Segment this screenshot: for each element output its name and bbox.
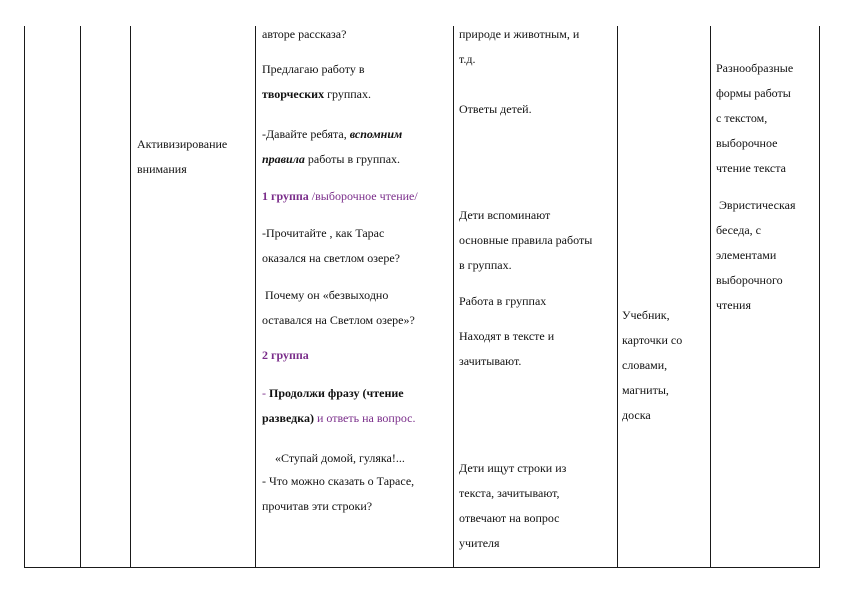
text-line: выборочное — [716, 136, 778, 150]
text-line: Эвристическая — [716, 198, 796, 212]
text-line: зачитывают. — [459, 354, 522, 368]
text-line: с текстом, — [716, 111, 768, 125]
text-line: творческих группах. — [262, 87, 371, 101]
table-border — [130, 26, 131, 568]
group-2-heading: 2 группа — [262, 348, 309, 362]
text-line: беседа, с — [716, 223, 761, 237]
table-border — [24, 26, 25, 568]
text-line: Ответы детей. — [459, 102, 532, 116]
table-border — [80, 26, 81, 568]
text-line: доска — [622, 408, 651, 422]
text-line: основные правила работы — [459, 233, 593, 247]
text-line: словами, — [622, 358, 668, 372]
text-line: выборочного — [716, 273, 783, 287]
text-line: - Продолжи фразу (чтение — [262, 386, 404, 400]
table-border — [453, 26, 454, 568]
text-line: отвечают на вопрос — [459, 511, 560, 525]
text-line: Дети вспоминают — [459, 208, 551, 222]
text-line: правила работы в группах. — [262, 152, 401, 166]
stage-cell: Активизирование внимания — [137, 137, 228, 176]
text-line: Почему он «безвыходно — [262, 288, 389, 302]
text-line: авторе рассказа? — [262, 27, 347, 41]
text-line: прочитав эти строки? — [262, 499, 373, 513]
text-line: Находят в тексте и — [459, 329, 555, 343]
text-line: учителя — [459, 536, 500, 550]
text-line: формы работы — [716, 86, 791, 100]
text-line: -Давайте ребята, вспомним — [262, 127, 403, 141]
quote-line: «Ступай домой, гуляка!... — [275, 451, 405, 465]
table-border — [710, 26, 711, 568]
table-border — [617, 26, 618, 568]
text-line: Учебник, — [622, 308, 670, 322]
text-line: - Что можно сказать о Тарасе, — [262, 474, 415, 488]
text-line: Разнообразные — [716, 61, 794, 75]
text-line: оказался на светлом озере? — [262, 251, 400, 265]
text-line: природе и животным, и — [459, 27, 580, 41]
group-1-heading: 1 группа /выборочное чтение/ — [262, 189, 418, 203]
text-line: т.д. — [459, 52, 476, 66]
text-line: Работа в группах — [459, 294, 547, 308]
text-line: оставался на Светлом озере»? — [262, 313, 415, 327]
text-line: Дети ищут строки из — [459, 461, 567, 475]
text-line: магниты, — [622, 383, 669, 397]
text-line: чтения — [716, 298, 751, 312]
table-border — [255, 26, 256, 568]
text-line: текста, зачитывают, — [459, 486, 560, 500]
table-border — [819, 26, 820, 568]
text-line: чтение текста — [716, 161, 786, 175]
table-border — [24, 567, 820, 568]
text-line: разведка) и ответь на вопрос. — [262, 411, 416, 425]
text-line: Предлагаю работу в — [262, 62, 365, 76]
text-line: -Прочитайте , как Тарас — [262, 226, 385, 240]
text-line: в группах. — [459, 258, 512, 272]
text-line: элементами — [716, 248, 777, 262]
text-line: карточки со — [622, 333, 683, 347]
